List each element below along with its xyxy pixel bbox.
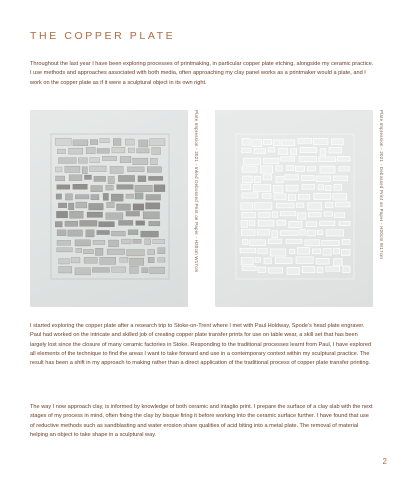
print-brick — [290, 149, 296, 155]
print-brick — [241, 203, 253, 210]
print-brick — [109, 240, 119, 247]
print-brick — [298, 248, 310, 255]
print-brick — [298, 194, 309, 199]
print-brick — [279, 148, 288, 154]
print-brick — [329, 147, 342, 153]
print-brick — [97, 230, 110, 234]
intro-paragraph: Throughout the last year I have been exploring processes of printmaking, in particular copper plate etching, alongside my ceramic practice. I use methods and approaches associated with both media, often approaching my clay panel works as a printmaker would a plate, and I work on the copper plate as if it were a sculptural object in its own right. — [30, 61, 374, 86]
print-brick — [255, 176, 261, 182]
print-brick — [76, 202, 87, 208]
print-brick — [317, 230, 323, 234]
print-brick — [78, 158, 87, 164]
print-brick — [308, 213, 321, 217]
print-brick — [75, 240, 91, 246]
print-brick — [137, 149, 150, 153]
print-brick — [91, 195, 99, 200]
print-brick — [93, 240, 105, 244]
print-brick — [333, 194, 347, 200]
print-brick — [148, 176, 163, 180]
print-brick — [254, 149, 266, 154]
print-brick — [86, 147, 95, 153]
print-brick — [59, 267, 72, 274]
print-brick — [335, 202, 350, 207]
print-brick — [91, 186, 103, 192]
print-brick — [242, 148, 251, 153]
print-brick — [276, 166, 282, 171]
print-brick — [270, 249, 285, 256]
print-brick — [148, 250, 155, 255]
print-brick — [342, 249, 350, 255]
print-brick — [94, 176, 106, 181]
print-brick — [263, 175, 272, 180]
print-brick — [259, 212, 271, 217]
print-brick — [133, 239, 141, 243]
print-brick — [331, 139, 343, 145]
print-brick — [89, 203, 104, 210]
print-brick — [92, 268, 109, 273]
print-brick — [120, 257, 128, 262]
print-brick — [99, 222, 115, 227]
inked-print-caption: Plate Impression - 2021 - Inked Debossed Print on Paper - H20cm W17cm — [194, 110, 199, 273]
print-brick — [147, 167, 161, 173]
print-brick — [70, 211, 84, 218]
print-brick — [264, 158, 279, 163]
print-brick — [258, 249, 268, 254]
print-brick — [334, 248, 340, 254]
print-brick — [296, 257, 313, 264]
print-brick — [57, 240, 71, 245]
page-number: 2 — [382, 457, 387, 466]
print-brick — [117, 185, 134, 190]
print-brick — [242, 230, 256, 236]
print-brick — [286, 166, 294, 171]
print-brick — [55, 222, 62, 228]
debossed-print-image — [215, 110, 373, 307]
print-brick — [138, 176, 146, 182]
print-brick — [298, 213, 306, 219]
print-brick — [56, 211, 67, 218]
print-brick — [57, 149, 65, 154]
print-brick — [322, 240, 340, 245]
print-brick — [97, 149, 109, 154]
print-brick — [320, 149, 326, 156]
print-brick — [258, 220, 274, 226]
print-brick — [102, 156, 116, 160]
print-brick — [296, 203, 304, 207]
print-brick — [112, 231, 126, 236]
print-brick — [130, 266, 139, 273]
print-brick — [65, 221, 78, 226]
print-brick — [100, 257, 116, 264]
print-brick — [58, 203, 67, 208]
print-brick — [326, 230, 343, 236]
print-brick — [71, 257, 80, 263]
print-brick — [316, 258, 329, 264]
print-brick — [305, 240, 320, 246]
print-brick — [286, 185, 298, 191]
print-brick — [73, 140, 88, 146]
print-brick — [55, 167, 62, 172]
print-brick — [80, 220, 97, 226]
print-brick — [324, 212, 332, 216]
print-brick — [281, 157, 295, 161]
print-brick — [307, 167, 315, 171]
body-paragraph-2: The way I now approach clay, is informed by knowledge of both ceramic and intaglio print. I prepare the surface of a clay slab with the next stages of my process in mind, often fixing the clay by bisque firing it before working into the ceramic surface further. I have found that use of reductive methods such as sandblasting and water erosion share qualities of acid biting into a metal plate. The removal of material helping an object to take shape in a sculptural way. — [30, 404, 373, 438]
print-brick — [308, 203, 322, 210]
print-brick — [103, 193, 108, 200]
print-brick — [142, 268, 148, 273]
print-brick — [337, 156, 350, 161]
print-brick — [65, 166, 80, 172]
print-brick — [106, 185, 114, 190]
print-brick — [335, 213, 345, 218]
print-brick — [150, 267, 165, 274]
print-brick — [84, 257, 97, 263]
print-brick — [154, 185, 165, 192]
print-brick — [325, 202, 333, 207]
print-brick — [84, 175, 91, 180]
print-brick — [300, 147, 316, 152]
print-brick — [57, 230, 66, 236]
print-brick — [69, 175, 82, 181]
print-brick — [262, 193, 271, 198]
print-brick — [128, 148, 134, 153]
print-brick — [133, 158, 148, 165]
print-brick — [323, 249, 331, 256]
print-brick — [110, 166, 123, 173]
print-brick — [276, 177, 283, 183]
print-brick — [119, 220, 133, 225]
print-brick — [112, 147, 125, 153]
print-brick — [302, 184, 315, 189]
print-brick — [314, 193, 331, 199]
print-brick — [287, 267, 299, 274]
page-title: THE COPPER PLATE — [30, 30, 176, 42]
body-paragraph-1: I started exploring the copper plate after a research trip to Stoke-on-Trent where I met with Paul Holdway, Spode’s head plate engraver. Paul had worked on the intricate and skilled job of creating copper plate transfer prints for use on table wear, a skill set that has been largely lost since the closure of many ceramic factories in Stoke. Responding to the traditional processes learnt from Paul, I have explored all elements of the technique to find the areas I want to take forward and use in a contemporary context within my sculptural practice. The result has been a shift in my approach to making rather than a direct application of the traditional process of copper plate transfer printing. — [30, 323, 372, 367]
print-brick — [258, 267, 266, 272]
print-brick — [90, 140, 98, 145]
print-brick — [320, 166, 335, 173]
print-brick — [59, 259, 70, 264]
print-brick — [282, 140, 295, 146]
print-brick — [249, 221, 255, 226]
print-brick — [111, 194, 123, 201]
print-brick — [107, 202, 115, 208]
print-brick — [320, 221, 335, 226]
print-brick — [276, 203, 294, 208]
print-brick — [334, 259, 343, 266]
print-brick — [255, 203, 272, 210]
print-brick — [260, 166, 273, 173]
print-brick — [241, 184, 251, 190]
print-brick — [242, 212, 255, 217]
print-brick — [69, 148, 83, 154]
print-brick — [57, 248, 73, 252]
print-brick — [56, 176, 65, 181]
print-brick — [146, 203, 160, 209]
print-brick — [280, 212, 296, 216]
print-brick — [106, 213, 123, 220]
print-brick — [275, 258, 292, 264]
inked-print-marks — [30, 110, 188, 307]
print-brick — [86, 230, 94, 237]
print-brick — [288, 195, 295, 201]
print-brick — [319, 157, 336, 162]
print-brick — [158, 258, 165, 262]
print-brick — [87, 212, 103, 217]
print-brick — [296, 166, 305, 171]
print-brick — [146, 195, 161, 201]
print-brick — [333, 176, 347, 181]
print-brick — [139, 140, 148, 147]
print-brick — [274, 194, 286, 200]
print-brick — [314, 138, 328, 144]
print-brick — [240, 248, 256, 253]
print-brick — [68, 203, 74, 210]
print-brick — [290, 249, 295, 254]
print-brick — [73, 184, 88, 189]
print-brick — [318, 185, 324, 190]
print-brick — [242, 166, 257, 172]
print-brick — [145, 239, 151, 245]
print-brick — [339, 221, 350, 225]
print-brick — [274, 185, 283, 192]
print-brick — [100, 139, 109, 143]
print-brick — [90, 166, 107, 172]
print-brick — [302, 176, 315, 181]
debossed-print-marks — [215, 110, 373, 307]
print-brick — [76, 248, 82, 252]
print-brick — [136, 221, 145, 226]
print-brick — [313, 249, 321, 254]
print-brick — [65, 194, 72, 200]
print-brick — [272, 231, 278, 238]
print-brick — [302, 267, 315, 273]
print-brick — [268, 148, 275, 152]
print-brick — [107, 249, 125, 255]
print-brick — [243, 158, 260, 164]
print-brick — [243, 176, 253, 183]
print-brick — [298, 139, 312, 144]
print-brick — [252, 140, 262, 147]
print-brick — [149, 221, 160, 226]
print-brick — [68, 230, 83, 236]
print-brick — [285, 175, 299, 180]
print-brick — [277, 220, 286, 225]
print-brick — [326, 267, 340, 272]
print-brick — [241, 258, 253, 265]
print-brick — [150, 139, 165, 146]
print-brick — [55, 138, 71, 145]
print-brick — [299, 157, 316, 162]
print-brick — [255, 258, 261, 263]
print-brick — [128, 230, 138, 235]
print-brick — [148, 257, 154, 263]
print-brick — [57, 185, 70, 190]
print-brick — [306, 222, 317, 227]
print-brick — [130, 258, 144, 265]
print-brick — [112, 267, 126, 272]
print-brick — [263, 139, 271, 144]
print-brick — [300, 230, 305, 235]
print-brick — [82, 167, 87, 174]
print-brick — [135, 193, 143, 199]
print-brick — [95, 248, 103, 255]
print-brick — [153, 239, 165, 244]
print-brick — [90, 158, 100, 163]
print-brick — [56, 194, 62, 199]
inked-print-image — [30, 110, 188, 307]
print-brick — [289, 221, 302, 227]
print-brick — [158, 248, 165, 254]
print-brick — [83, 249, 93, 253]
print-brick — [272, 212, 277, 218]
print-brick — [143, 212, 159, 219]
print-brick — [150, 158, 157, 165]
debossed-print-caption: Plate Impression - 2021 - Debossed Print on Paper - H20cm W17cm — [379, 110, 384, 259]
print-brick — [342, 239, 350, 244]
print-brick — [268, 268, 282, 273]
print-brick — [343, 266, 350, 273]
print-brick — [334, 184, 342, 190]
print-brick — [317, 267, 323, 273]
print-brick — [126, 194, 134, 198]
print-brick — [108, 176, 114, 183]
print-brick — [125, 139, 134, 145]
print-brick — [243, 240, 249, 245]
print-brick — [135, 185, 153, 191]
print-brick — [133, 204, 144, 211]
print-brick — [59, 158, 77, 164]
print-brick — [242, 138, 250, 145]
print-brick — [241, 220, 248, 227]
print-brick — [127, 250, 145, 256]
print-brick — [75, 268, 90, 275]
print-brick — [286, 239, 302, 243]
print-brick — [257, 230, 270, 236]
print-brick — [117, 204, 131, 211]
print-brick — [273, 140, 280, 146]
print-brick — [268, 239, 282, 244]
print-brick — [307, 230, 315, 236]
print-brick — [242, 266, 256, 270]
print-brick — [122, 239, 132, 244]
print-brick — [141, 231, 159, 237]
print-brick — [75, 195, 89, 199]
print-brick — [126, 211, 140, 216]
print-brick — [120, 156, 131, 162]
print-brick — [264, 258, 271, 264]
print-brick — [316, 176, 331, 182]
print-brick — [339, 167, 350, 171]
print-brick — [280, 231, 298, 236]
print-brick — [128, 167, 145, 172]
print-brick — [326, 186, 332, 191]
print-brick — [254, 185, 271, 192]
print-brick — [152, 148, 161, 155]
print-brick — [113, 139, 121, 146]
print-brick — [242, 193, 258, 198]
print-brick — [250, 240, 266, 246]
print-brick — [118, 175, 134, 181]
